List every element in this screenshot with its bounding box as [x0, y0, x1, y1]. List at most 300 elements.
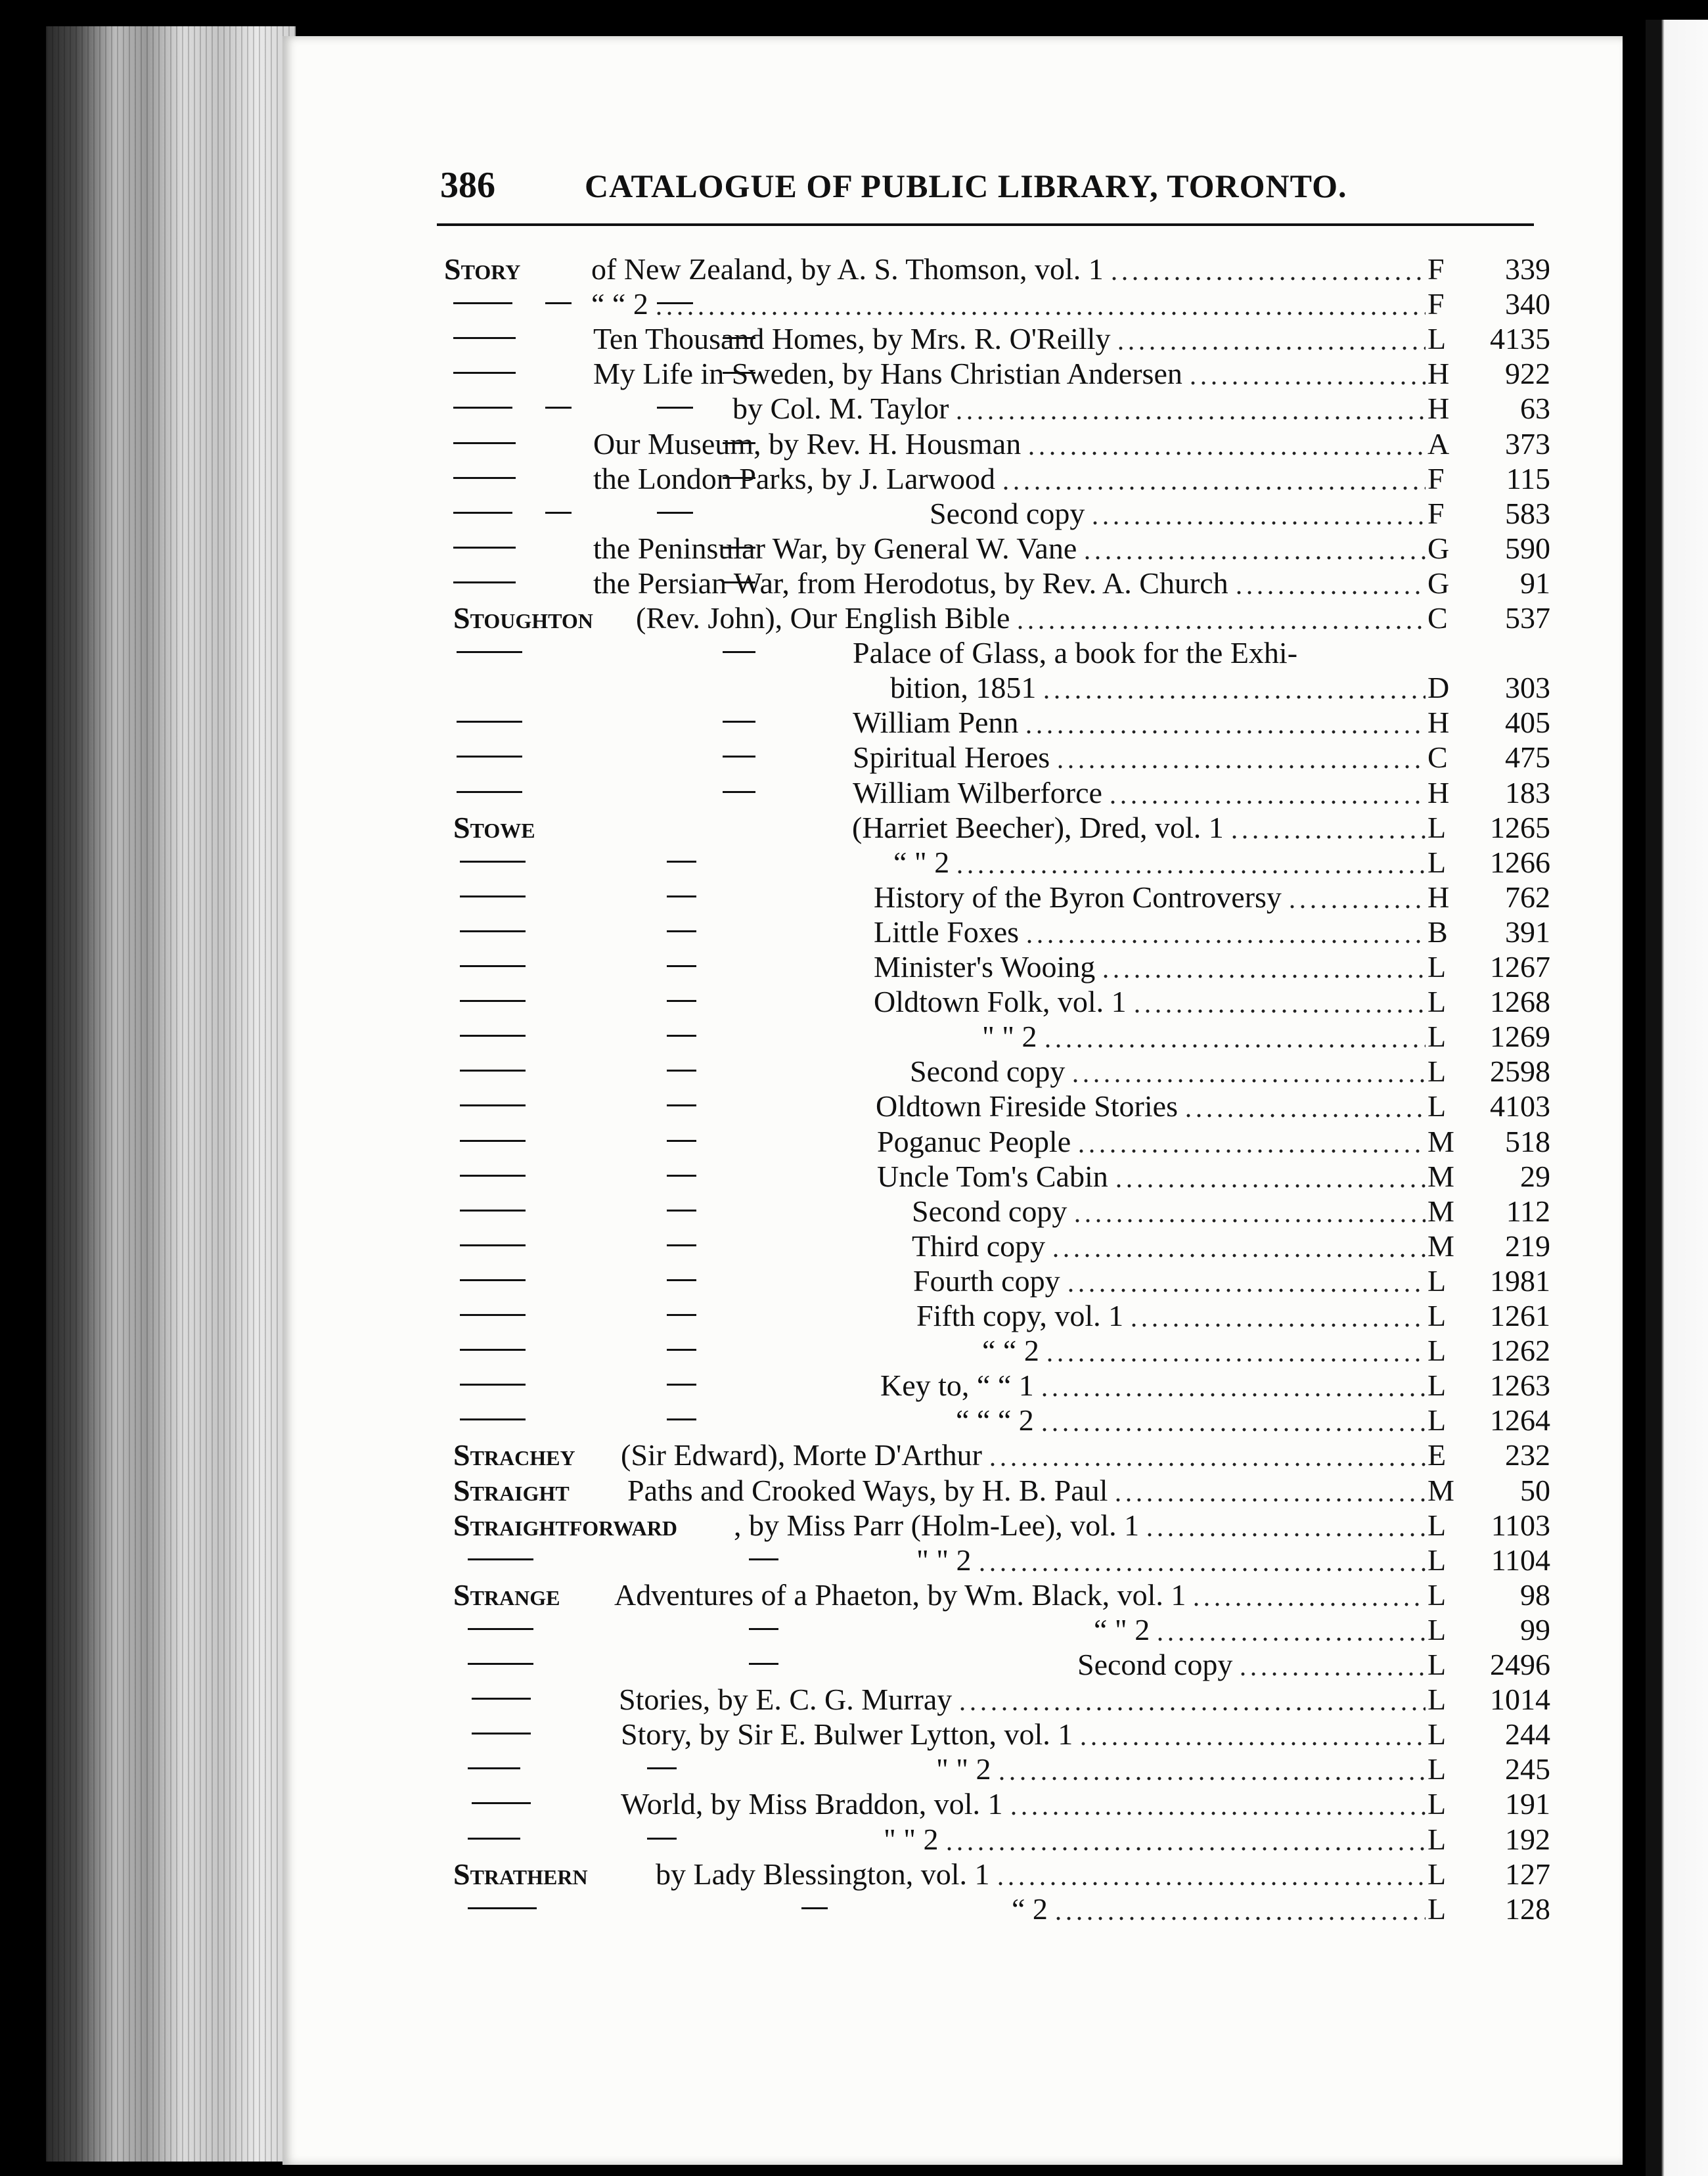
leader-dots: [1113, 1473, 1426, 1508]
leader-dots: [1188, 356, 1426, 391]
shelf-letter: L: [1427, 1648, 1447, 1681]
leader-dots: [1113, 1159, 1426, 1194]
entry-text: “ “ 2: [982, 1334, 1039, 1367]
entry-text: Second copy: [1077, 1648, 1233, 1681]
ditto-dash: [460, 1210, 526, 1212]
leader-dots: [1045, 1333, 1426, 1368]
shelf-letter: L: [1427, 1054, 1447, 1088]
leader-dots: [1070, 1054, 1426, 1089]
leader-dots: [1039, 1403, 1426, 1438]
catalogue-entry: [0, 1089, 1708, 1123]
catalogue-entry: [0, 845, 1708, 880]
shelf-letter: G: [1427, 532, 1450, 565]
entry-text: by Lady Blessington, vol. 1: [656, 1857, 990, 1891]
entry-text: (Harriet Beecher), Dred, vol. 1: [852, 811, 1224, 844]
shelf-letter: C: [1427, 740, 1448, 774]
ditto-dash: [667, 1384, 696, 1386]
ditto-dash: [667, 1279, 696, 1281]
entry-heading-word: Strange: [453, 1578, 560, 1612]
catalogue-number: 127: [1505, 1857, 1550, 1891]
shelf-letter: F: [1427, 287, 1445, 321]
shelf-letter: M: [1427, 1160, 1454, 1193]
leader-dots: [1155, 1612, 1426, 1647]
ditto-dash: [460, 1279, 526, 1281]
catalogue-entry: [0, 1263, 1708, 1298]
leader-dots: [1115, 321, 1426, 356]
entry-text: “ " 2: [1094, 1613, 1150, 1646]
catalogue-entry: [0, 1892, 1708, 1926]
shelf-letter: H: [1427, 776, 1450, 809]
ditto-dash: [460, 1384, 526, 1386]
shelf-letter: C: [1427, 601, 1448, 635]
ditto-dash: [468, 1907, 537, 1909]
catalogue-number: 1014: [1490, 1683, 1550, 1716]
catalogue-entry: [0, 949, 1708, 984]
catalogue-entry: [0, 391, 1708, 426]
catalogue-number: 922: [1505, 357, 1550, 390]
catalogue-number: 391: [1505, 915, 1550, 949]
entry-text: (Sir Edward), Morte D'Arthur: [621, 1438, 982, 1472]
entry-text: Second copy: [910, 1054, 1066, 1088]
catalogue-entry: [0, 1019, 1708, 1054]
ditto-dash: [749, 1663, 778, 1665]
catalogue-number: 183: [1505, 776, 1550, 809]
catalogue-entry: [0, 1612, 1708, 1647]
catalogue-number: 373: [1505, 427, 1550, 461]
catalogue-number: 115: [1506, 462, 1550, 495]
leader-dots: [654, 286, 1426, 321]
leader-dots: [987, 1438, 1426, 1472]
shelf-letter: L: [1427, 1823, 1447, 1856]
ditto-dash: [460, 1000, 526, 1002]
shelf-letter: L: [1427, 1752, 1447, 1786]
leader-dots: [1229, 810, 1426, 845]
catalogue-number: 112: [1506, 1194, 1550, 1228]
catalogue-entry: [0, 1577, 1708, 1612]
ditto-dash: [667, 1104, 696, 1106]
catalogue-number: 583: [1505, 497, 1550, 530]
catalogue-entry: [0, 1438, 1708, 1472]
catalogue-entry: [0, 1403, 1708, 1438]
ditto-dash: [457, 721, 522, 723]
leader-dots: [1072, 1194, 1426, 1229]
shelf-letter: L: [1427, 950, 1447, 984]
shelf-letter: M: [1427, 1229, 1454, 1263]
catalogue-entry: [0, 740, 1708, 775]
ditto-dash: [468, 1558, 533, 1560]
leader-dots: [1008, 1786, 1426, 1821]
shelf-letter: H: [1427, 706, 1450, 739]
catalogue-number: 1103: [1491, 1508, 1550, 1542]
catalogue-number: 4103: [1490, 1089, 1550, 1123]
leader-dots: [1055, 740, 1426, 775]
entry-text: (Rev. John), Our English Bible: [636, 601, 1010, 635]
shelf-letter: L: [1427, 1857, 1447, 1891]
ditto-dash: [453, 407, 512, 409]
entry-text: Minister's Wooing: [874, 950, 1096, 984]
entry-text: " " 2: [936, 1752, 991, 1786]
entry-text: Palace of Glass, a book for the Exhi-: [853, 636, 1298, 669]
catalogue-number: 405: [1505, 706, 1550, 739]
catalogue-number: 2496: [1490, 1648, 1550, 1681]
catalogue-entry: [0, 635, 1708, 670]
ditto-dash: [460, 1035, 526, 1037]
shelf-letter: G: [1427, 566, 1450, 600]
leader-dots: [995, 1857, 1426, 1892]
ditto-dash: [667, 1140, 696, 1142]
leader-dots: [957, 1682, 1426, 1717]
entry-text: Stories, by E. C. G. Murray: [619, 1683, 953, 1716]
catalogue-entry: [0, 705, 1708, 740]
catalogue-number: 590: [1505, 532, 1550, 565]
ditto-dash: [460, 1349, 526, 1351]
catalogue-number: 1104: [1491, 1543, 1550, 1577]
catalogue-number: 191: [1505, 1787, 1550, 1821]
catalogue-entry: [0, 915, 1708, 949]
shelf-letter: B: [1427, 915, 1448, 949]
leader-dots: [1076, 1124, 1426, 1159]
catalogue-number: 4135: [1490, 322, 1550, 355]
catalogue-entry: [0, 426, 1708, 461]
ditto-dash: [453, 302, 512, 304]
leader-dots: [1144, 1508, 1426, 1543]
ditto-dash: [545, 512, 572, 514]
catalogue-entry: [0, 1229, 1708, 1263]
entry-text: Little Foxes: [874, 915, 1020, 949]
catalogue-entry: [0, 461, 1708, 496]
entry-text: Oldtown Folk, vol. 1: [874, 985, 1127, 1018]
catalogue-number: 1265: [1490, 811, 1550, 844]
entry-text: the Peninsular War, by General W. Vane: [593, 532, 1077, 565]
entry-heading-word: Stoughton: [453, 601, 593, 635]
entry-text: Story, by Sir E. Bulwer Lytton, vol. 1: [621, 1717, 1073, 1751]
entry-heading-word: Straightforward: [453, 1508, 677, 1542]
catalogue-number: 1269: [1490, 1020, 1550, 1053]
catalogue-number: 1981: [1490, 1264, 1550, 1298]
shelf-letter: H: [1427, 357, 1450, 390]
entry-heading-word: Stowe: [453, 811, 535, 844]
ditto-dash: [647, 1767, 677, 1769]
ditto-dash: [667, 1000, 696, 1002]
catalogue-entry: [0, 1333, 1708, 1368]
ditto-dash: [468, 1767, 520, 1769]
entry-text: My Life in Sweden, by Hans Christian Andersen: [593, 357, 1182, 390]
ditto-dash: [460, 1175, 526, 1177]
ditto-dash: [647, 1838, 677, 1840]
leader-dots: [1090, 496, 1426, 531]
leader-dots: [944, 1822, 1426, 1857]
entry-text: Second copy: [912, 1194, 1068, 1228]
page-header: [440, 164, 1534, 217]
catalogue-number: 1266: [1490, 846, 1550, 879]
catalogue-entry: [0, 356, 1708, 391]
ditto-dash: [460, 1244, 526, 1246]
leader-dots: [1129, 1298, 1426, 1333]
leader-dots: [1234, 566, 1426, 601]
catalogue-entry: [0, 1857, 1708, 1892]
ditto-dash: [723, 721, 755, 723]
ditto-dash: [468, 1838, 520, 1840]
shelf-letter: L: [1427, 1683, 1447, 1716]
entry-text: Key to, “ “ 1: [880, 1369, 1034, 1402]
entry-text: Second copy: [930, 497, 1085, 530]
leader-dots: [1015, 601, 1426, 635]
ditto-dash: [460, 861, 526, 863]
shelf-letter: L: [1427, 1334, 1447, 1367]
shelf-letter: L: [1427, 811, 1447, 844]
entry-heading-word: Story: [444, 252, 521, 286]
ditto-dash: [667, 930, 696, 932]
entry-text: " " 2: [982, 1020, 1037, 1053]
entry-text: Fourth copy: [913, 1264, 1060, 1298]
leader-dots: [1053, 1892, 1426, 1926]
entry-text: Our Museum, by Rev. H. Housman: [593, 427, 1022, 461]
leader-dots: [1191, 1577, 1426, 1612]
ditto-dash: [749, 1628, 778, 1630]
catalogue-entry: [0, 1543, 1708, 1577]
catalogue-entry: [0, 1682, 1708, 1717]
shelf-letter: L: [1427, 1578, 1447, 1612]
shelf-letter: L: [1427, 985, 1447, 1018]
catalogue-entry: [0, 321, 1708, 356]
ditto-dash: [472, 1802, 531, 1804]
catalogue-entry: [0, 1124, 1708, 1159]
ditto-dash: [453, 547, 516, 549]
catalogue-number: 91: [1520, 566, 1550, 600]
shelf-letter: M: [1427, 1474, 1454, 1507]
entry-text: Third copy: [912, 1229, 1046, 1263]
catalogue-entry: [0, 1717, 1708, 1752]
leader-dots: [1132, 984, 1426, 1019]
ditto-dash: [457, 756, 522, 758]
leader-dots: [1238, 1647, 1426, 1682]
shelf-letter: L: [1427, 1787, 1447, 1821]
ditto-dash: [801, 1907, 828, 1909]
catalogue-entry: [0, 566, 1708, 601]
leader-dots: [1082, 531, 1426, 566]
entry-text: “ “ 2: [591, 287, 648, 321]
entry-text: , by Miss Parr (Holm-Lee), vol. 1: [734, 1508, 1140, 1542]
ditto-dash: [460, 930, 526, 932]
ditto-dash: [667, 1070, 696, 1072]
shelf-letter: L: [1427, 1892, 1447, 1926]
catalogue-entry: [0, 1159, 1708, 1194]
leader-dots: [1287, 880, 1426, 915]
ditto-dash: [723, 651, 755, 653]
ditto-dash: [460, 1314, 526, 1316]
leader-dots: [1078, 1717, 1426, 1752]
entry-text: History of the Byron Controversy: [874, 880, 1282, 914]
catalogue-number: 1264: [1490, 1403, 1550, 1437]
entry-text: Adventures of a Phaeton, by Wm. Black, vol. 1: [614, 1578, 1186, 1612]
catalogue-entry: [0, 1647, 1708, 1682]
leader-dots: [1109, 252, 1426, 286]
shelf-letter: M: [1427, 1125, 1454, 1158]
ditto-dash: [453, 442, 516, 444]
catalogue-number: 232: [1505, 1438, 1550, 1472]
entry-text: of New Zealand, by A. S. Thomson, vol. 1: [591, 252, 1104, 286]
entry-heading-word: Straight: [453, 1474, 570, 1507]
catalogue-entry: [0, 670, 1708, 705]
catalogue-entry: [0, 880, 1708, 915]
ditto-dash: [453, 477, 516, 479]
shelf-letter: F: [1427, 462, 1445, 495]
catalogue-entry: [0, 1194, 1708, 1229]
entry-text: William Penn: [853, 706, 1019, 739]
catalogue-entry: [0, 1298, 1708, 1333]
leader-dots: [1041, 670, 1426, 705]
entry-text: Uncle Tom's Cabin: [877, 1160, 1108, 1193]
leader-dots: [1108, 775, 1426, 810]
shelf-letter: L: [1427, 1403, 1447, 1437]
catalogue-entry: [0, 1368, 1708, 1403]
ditto-dash: [472, 1733, 531, 1734]
leader-dots: [954, 391, 1426, 426]
catalogue-entry: [0, 1054, 1708, 1089]
ditto-dash: [667, 895, 696, 897]
entry-text: “ " 2: [893, 846, 950, 879]
catalogue-number: 2598: [1490, 1054, 1550, 1088]
entry-text: Fifth copy, vol. 1: [916, 1299, 1124, 1332]
catalogue-entry: [0, 775, 1708, 810]
shelf-letter: L: [1427, 1299, 1447, 1332]
ditto-dash: [468, 1663, 533, 1665]
catalogue-number: 98: [1520, 1578, 1550, 1612]
leader-dots: [1023, 705, 1426, 740]
leader-dots: [977, 1543, 1426, 1577]
leader-dots: [955, 845, 1426, 880]
catalogue-number: 1268: [1490, 985, 1550, 1018]
catalogue-number: 29: [1520, 1160, 1550, 1193]
ditto-dash: [667, 1175, 696, 1177]
shelf-letter: L: [1427, 1020, 1447, 1053]
ditto-dash: [472, 1698, 531, 1700]
shelf-letter: F: [1427, 252, 1445, 286]
ditto-dash: [667, 1210, 696, 1212]
entry-text: the Persian War, from Herodotus, by Rev. A. Church: [593, 566, 1228, 600]
catalogue-number: 475: [1505, 740, 1550, 774]
catalogue-number: 1263: [1490, 1369, 1550, 1402]
catalogue-entry: [0, 1752, 1708, 1786]
shelf-letter: M: [1427, 1194, 1454, 1228]
shelf-letter: L: [1427, 322, 1447, 355]
catalogue-number: 762: [1505, 880, 1550, 914]
header-rule: [437, 223, 1534, 226]
ditto-dash: [453, 512, 512, 514]
catalogue-number: 1262: [1490, 1334, 1550, 1367]
ditto-dash: [457, 651, 522, 653]
entry-text: by Col. M. Taylor: [732, 392, 949, 425]
catalogue-number: 219: [1505, 1229, 1550, 1263]
shelf-letter: A: [1427, 427, 1450, 461]
ditto-dash: [667, 861, 696, 863]
shelf-letter: D: [1427, 671, 1450, 704]
shelf-letter: L: [1427, 1717, 1447, 1751]
ditto-dash: [460, 1070, 526, 1072]
catalogue-entry: [0, 252, 1708, 286]
catalogue-entry: [0, 496, 1708, 531]
catalogue-entry: [0, 1473, 1708, 1508]
shelf-letter: L: [1427, 1089, 1447, 1123]
catalogue-number: 1261: [1490, 1299, 1550, 1332]
shelf-letter: L: [1427, 1508, 1447, 1542]
entry-text: Oldtown Fireside Stories: [876, 1089, 1178, 1123]
shelf-letter: L: [1427, 1369, 1447, 1402]
leader-dots: [997, 1752, 1426, 1786]
entry-text: " " 2: [916, 1543, 972, 1577]
ditto-dash: [460, 1418, 526, 1420]
entry-text: Poganuc People: [877, 1125, 1071, 1158]
leader-dots: [1183, 1089, 1426, 1123]
page-number: 386: [440, 165, 495, 206]
ditto-dash: [723, 791, 755, 793]
entry-text: William Wilberforce: [853, 776, 1102, 809]
leader-dots: [1026, 426, 1426, 461]
shelf-letter: L: [1427, 1613, 1447, 1646]
ditto-dash: [667, 1349, 696, 1351]
ditto-dash: [453, 581, 516, 583]
catalogue-number: 63: [1520, 392, 1550, 425]
entry-text: Ten Thousand Homes, by Mrs. R. O'Reilly: [593, 322, 1111, 355]
ditto-dash: [667, 1314, 696, 1316]
entry-heading-word: Strathern: [453, 1857, 588, 1891]
catalogue-number: 340: [1505, 287, 1550, 321]
ditto-dash: [545, 302, 572, 304]
catalogue-number: 1267: [1490, 950, 1550, 984]
leader-dots: [1100, 949, 1426, 984]
ditto-dash: [667, 1035, 696, 1037]
shelf-letter: L: [1427, 1543, 1447, 1577]
leader-dots: [1050, 1229, 1426, 1263]
ditto-dash: [460, 965, 526, 967]
shelf-letter: F: [1427, 497, 1445, 530]
catalogue-entry: [0, 1508, 1708, 1543]
entry-text: Paths and Crooked Ways, by H. B. Paul: [627, 1474, 1108, 1507]
ditto-dash: [460, 1140, 526, 1142]
catalogue-entry: [0, 601, 1708, 635]
ditto-dash: [657, 512, 693, 514]
ditto-dash: [468, 1628, 533, 1630]
catalogue-entry: [0, 1822, 1708, 1857]
shelf-letter: H: [1427, 880, 1450, 914]
entry-text: “ 2: [1012, 1892, 1048, 1926]
ditto-dash: [749, 1558, 778, 1560]
ditto-dash: [667, 1418, 696, 1420]
entry-text: " " 2: [884, 1823, 939, 1856]
catalogue-entry: [0, 531, 1708, 566]
ditto-dash: [545, 407, 572, 409]
catalogue-number: 128: [1505, 1892, 1550, 1926]
entry-text: World, by Miss Braddon, vol. 1: [621, 1787, 1003, 1821]
ditto-dash: [453, 337, 516, 339]
catalogue-number: 303: [1505, 671, 1550, 704]
ditto-dash: [460, 1104, 526, 1106]
catalogue-number: 99: [1520, 1613, 1550, 1646]
catalogue-number: 339: [1505, 252, 1550, 286]
catalogue-number: 245: [1505, 1752, 1550, 1786]
ditto-dash: [460, 895, 526, 897]
entry-heading-word: Strachey: [453, 1438, 575, 1472]
ditto-dash: [667, 1244, 696, 1246]
leader-dots: [1000, 461, 1426, 496]
entry-text: Spiritual Heroes: [853, 740, 1050, 774]
entry-text: the London Parks, by J. Larwood: [593, 462, 995, 495]
running-title: CATALOGUE OF PUBLIC LIBRARY, TORONTO.: [585, 168, 1347, 204]
shelf-letter: L: [1427, 846, 1447, 879]
catalogue-number: 244: [1505, 1717, 1550, 1751]
leader-dots: [1043, 1019, 1426, 1054]
ditto-dash: [723, 756, 755, 758]
